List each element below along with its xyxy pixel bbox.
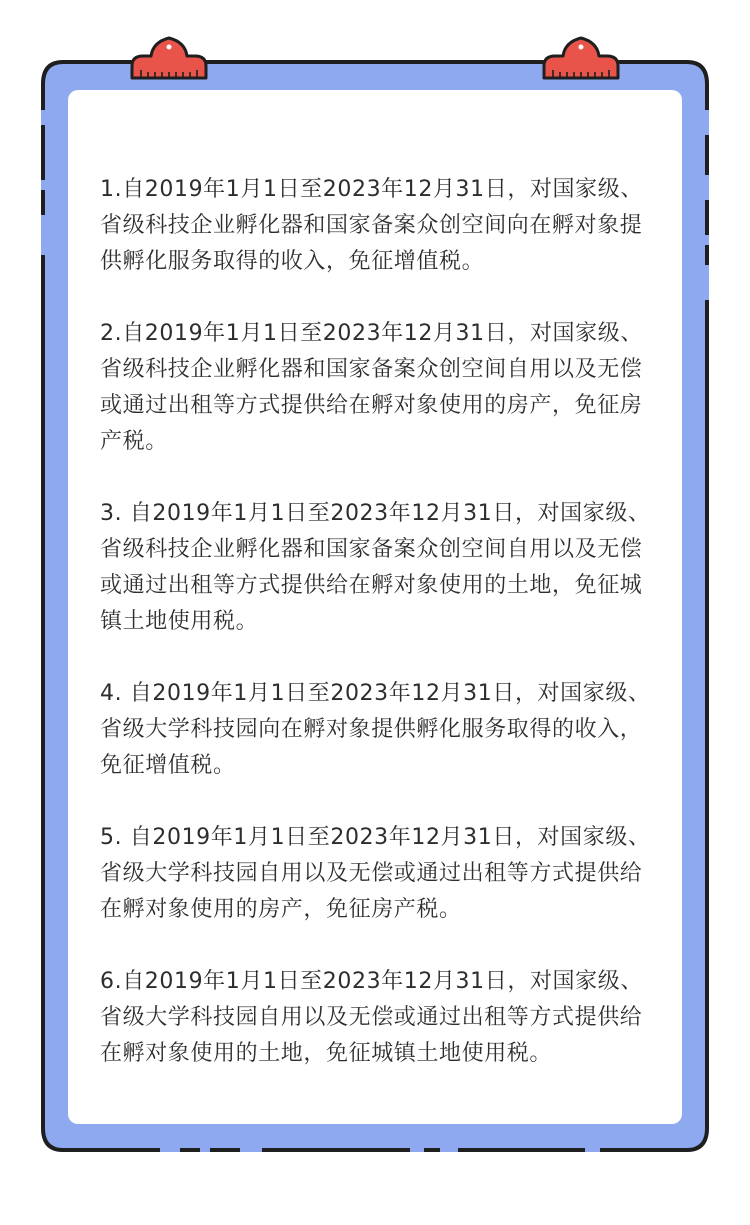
policy-item: 1.自2019年1月1日至2023年12月31日，对国家级、省级科技企业孵化器和国家备案众创空间向在孵对象提供孵化服务取得的收入，免征增值税。 [100, 177, 643, 274]
clipboard-clip-icon [129, 34, 209, 80]
policy-item: 2.自2019年1月1日至2023年12月31日，对国家级、省级科技企业孵化器和国家备案众创空间自用以及无偿或通过出租等方式提供给在孵对象使用的房产，免征房产税。 [100, 321, 643, 454]
policy-list [100, 172, 656, 1108]
clipboard-clip-icon [541, 34, 621, 80]
policy-item: 4. 自2019年1月1日至2023年12月31日，对国家级、省级大学科技园向在孵对象提供孵化服务取得的收入，免征增值税。 [100, 681, 651, 778]
policy-item: 6.自2019年1月1日至2023年12月31日，对国家级、省级大学科技园自用以及无偿或通过出租等方式提供给在孵对象使用的土地，免征城镇土地使用税。 [100, 969, 643, 1066]
policy-item: 3. 自2019年1月1日至2023年12月31日，对国家级、省级科技企业孵化器和国家备案众创空间自用以及无偿或通过出租等方式提供给在孵对象使用的土地，免征城镇土地使用税。 [100, 501, 651, 634]
policy-item: 5. 自2019年1月1日至2023年12月31日，对国家级、省级大学科技园自用以及无偿或通过出租等方式提供给在孵对象使用的房产，免征房产税。 [100, 825, 651, 922]
